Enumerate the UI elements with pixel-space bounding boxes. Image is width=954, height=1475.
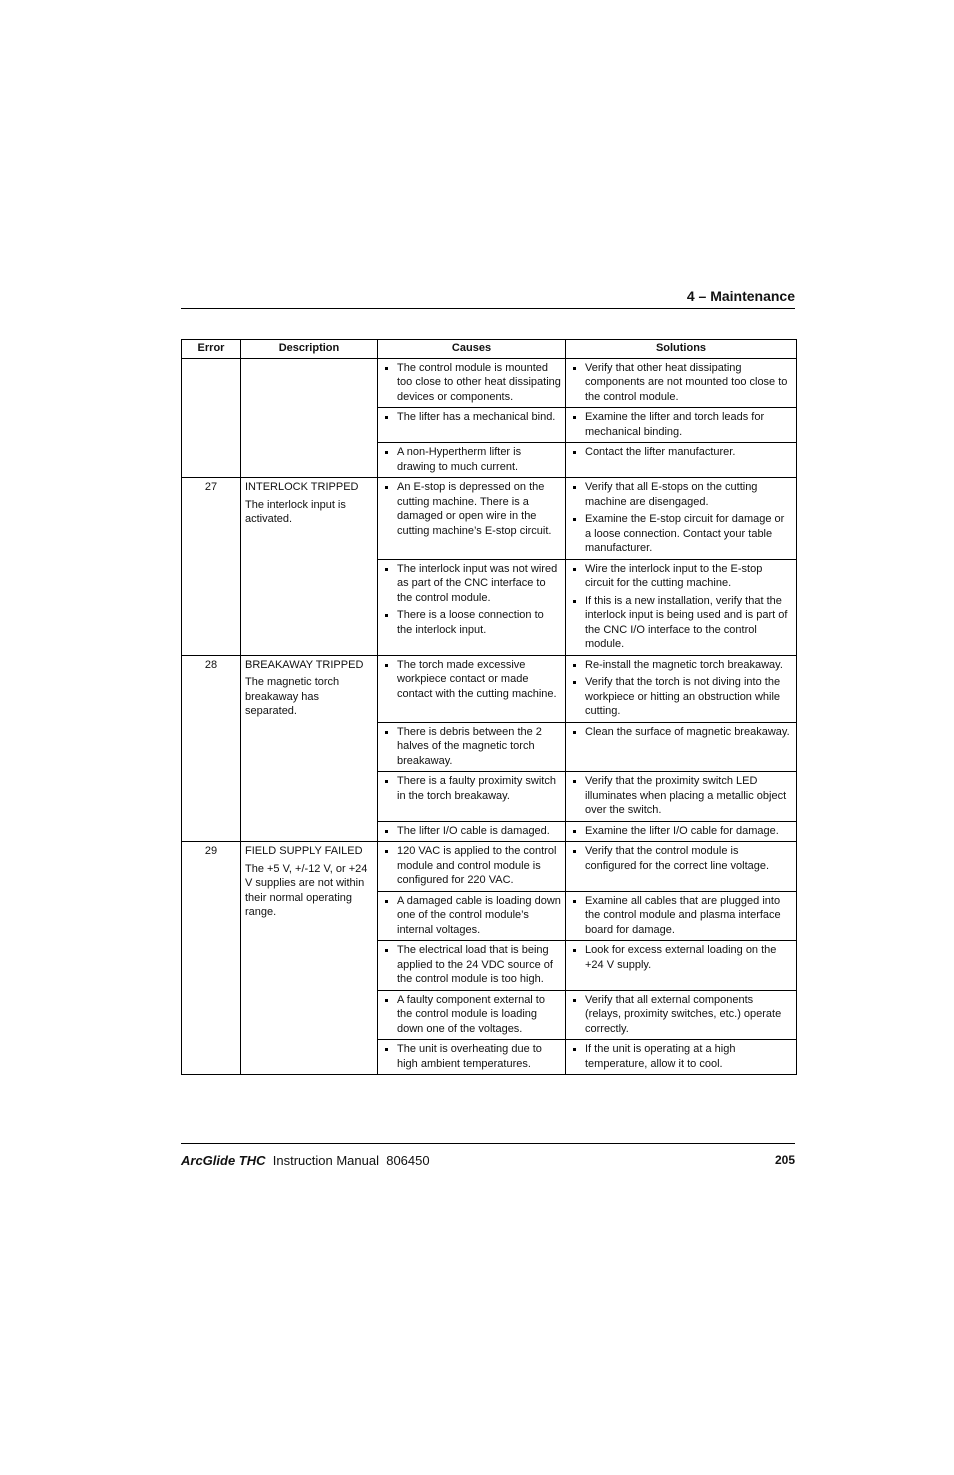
product-name: ArcGlide THC (181, 1153, 266, 1168)
causes-list (382, 824, 561, 839)
manual-title: Instruction Manual (272, 1153, 379, 1168)
solutions-cell (566, 443, 797, 478)
causes-list (382, 410, 561, 425)
solutions-list (570, 844, 792, 873)
causes-cell (378, 358, 566, 408)
solutions-cell (566, 722, 797, 772)
solution-item: Examine all cables that are plugged into the control module and plasma interface board for damage. (570, 894, 792, 938)
cause-item: The torch made excessive workpiece contact or made contact with the cutting machine. (382, 658, 561, 702)
solution-item: If this is a new installation, verify that the interlock input is being used and is part of the CNC I/O interface to the control module. (570, 594, 792, 652)
causes-cell (378, 821, 566, 842)
solutions-cell (566, 559, 797, 655)
solutions-list (570, 480, 792, 556)
error-table (181, 339, 797, 1075)
causes-cell (378, 559, 566, 655)
part-number: 806450 (386, 1153, 430, 1168)
causes-list (382, 943, 561, 987)
solutions-list (570, 1042, 792, 1071)
solutions-cell (566, 821, 797, 842)
solutions-list (570, 894, 792, 938)
cause-item: There is a faulty proximity switch in the torch breakaway. (382, 774, 561, 803)
causes-cell (378, 655, 566, 722)
header-rule (181, 308, 795, 309)
error-title: BREAKAWAY TRIPPED (245, 658, 364, 671)
solutions-cell (566, 478, 797, 560)
causes-cell (378, 443, 566, 478)
description-cell (241, 655, 378, 842)
cause-item: A damaged cable is loading down one of the control module’s internal voltages. (382, 894, 561, 938)
column-header-causes: Causes (378, 340, 566, 359)
error-title: INTERLOCK TRIPPED (245, 481, 359, 493)
cause-item: The lifter I/O cable is damaged. (382, 824, 561, 839)
solution-item: Verify that the control module is configured for the correct line voltage. (570, 844, 792, 873)
solutions-list (570, 943, 792, 972)
solutions-cell (566, 408, 797, 443)
error-code-cell: 29 (182, 842, 241, 1075)
solutions-list (570, 993, 792, 1037)
error-description: The magnetic torch breakaway has separated. (245, 676, 340, 717)
solution-item: Verify that all external components (relays, proximity switches, etc.) operate correctly. (570, 993, 792, 1037)
solution-item: Contact the lifter manufacturer. (570, 445, 792, 460)
section-header: 4 – Maintenance (686, 288, 795, 304)
causes-cell (378, 891, 566, 941)
cause-item: The electrical load that is being applied to the 24 VDC source of the control module is too high. (382, 943, 561, 987)
solutions-cell (566, 655, 797, 722)
causes-cell (378, 478, 566, 560)
causes-cell (378, 1040, 566, 1075)
causes-cell (378, 941, 566, 991)
solution-item: If the unit is operating at a high temperature, allow it to cool. (570, 1042, 792, 1071)
solutions-cell (566, 941, 797, 991)
solutions-list (570, 445, 792, 460)
causes-list (382, 725, 561, 769)
description-cell (241, 358, 378, 478)
cause-item: The unit is overheating due to high ambient temperatures. (382, 1042, 561, 1071)
column-header-solutions: Solutions (566, 340, 797, 359)
error-description: The interlock input is activated. (245, 498, 346, 525)
solutions-list (570, 410, 792, 439)
solutions-cell (566, 772, 797, 822)
causes-list (382, 480, 561, 538)
page-footer (181, 1153, 795, 1168)
cause-item: A non-Hypertherm lifter is drawing to much current. (382, 445, 561, 474)
error-code-cell: 28 (182, 655, 241, 842)
cause-item: An E-stop is depressed on the cutting machine. There is a damaged or open wire in the cutting machine’s E-stop circuit. (382, 480, 561, 538)
cause-item: A faulty component external to the control module is loading down one of the voltages. (382, 993, 561, 1037)
causes-list (382, 894, 561, 938)
solutions-cell (566, 990, 797, 1040)
page-number: 205 (774, 1153, 795, 1167)
solution-item: Examine the lifter and torch leads for mechanical binding. (570, 410, 792, 439)
column-header-description: Description (241, 340, 378, 359)
causes-list (382, 1042, 561, 1071)
solution-item: Examine the lifter I/O cable for damage. (570, 824, 792, 839)
table-row (182, 358, 797, 408)
causes-list (382, 562, 561, 638)
causes-list (382, 445, 561, 474)
solutions-list (570, 361, 792, 405)
table-row (182, 842, 797, 892)
column-header-error: Error (182, 340, 241, 359)
error-code-cell: 27 (182, 478, 241, 656)
causes-list (382, 844, 561, 888)
solution-item: Wire the interlock input to the E-stop circuit for the cutting machine. (570, 562, 792, 591)
cause-item: There is debris between the 2 halves of the magnetic torch breakaway. (382, 725, 561, 769)
causes-cell (378, 990, 566, 1040)
causes-list (382, 658, 561, 702)
solutions-list (570, 658, 792, 719)
error-description: The +5 V, +/-12 V, or +24 V supplies are not within their normal operating range. (245, 862, 368, 918)
solutions-cell (566, 1040, 797, 1075)
solutions-cell (566, 891, 797, 941)
solution-item: Verify that all E-stops on the cutting machine are disengaged. (570, 480, 792, 509)
solution-item: Verify that the proximity switch LED illuminates when placing a metallic object over the switch. (570, 774, 792, 818)
solution-item: Clean the surface of magnetic breakaway. (570, 725, 792, 740)
solution-item: Verify that other heat dissipating components are not mounted too close to the control module. (570, 361, 792, 405)
solutions-list (570, 824, 792, 839)
description-cell (241, 842, 378, 1075)
cause-item: 120 VAC is applied to the control module and control module is configured for 220 VAC. (382, 844, 561, 888)
solution-item: Examine the E-stop circuit for damage or a loose connection. Contact your table manufacturer. (570, 512, 792, 556)
causes-list (382, 774, 561, 803)
cause-item: The lifter has a mechanical bind. (382, 410, 561, 425)
causes-list (382, 361, 561, 405)
error-code-cell (182, 358, 241, 478)
solution-item: Look for excess external loading on the +24 V supply. (570, 943, 792, 972)
table-row (182, 655, 797, 722)
footer-rule (181, 1143, 795, 1144)
causes-cell (378, 722, 566, 772)
solutions-list (570, 774, 792, 818)
description-cell (241, 478, 378, 656)
solution-item: Verify that the torch is not diving into the workpiece or hitting an obstruction while cutting. (570, 675, 792, 719)
table-body (182, 358, 797, 1075)
error-title: FIELD SUPPLY FAILED (245, 845, 363, 857)
causes-cell (378, 842, 566, 892)
cause-item: The control module is mounted too close to other heat dissipating devices or components. (382, 361, 561, 405)
solutions-cell (566, 842, 797, 892)
causes-cell (378, 772, 566, 822)
cause-item: There is a loose connection to the interlock input. (382, 608, 561, 637)
solutions-cell (566, 358, 797, 408)
solutions-list (570, 562, 792, 652)
causes-cell (378, 408, 566, 443)
solutions-list (570, 725, 792, 740)
causes-list (382, 993, 561, 1037)
table-row (182, 478, 797, 560)
solution-item: Re-install the magnetic torch breakaway. (570, 658, 792, 673)
table-header-row (182, 340, 797, 359)
cause-item: The interlock input was not wired as part of the CNC interface to the control module. (382, 562, 561, 606)
